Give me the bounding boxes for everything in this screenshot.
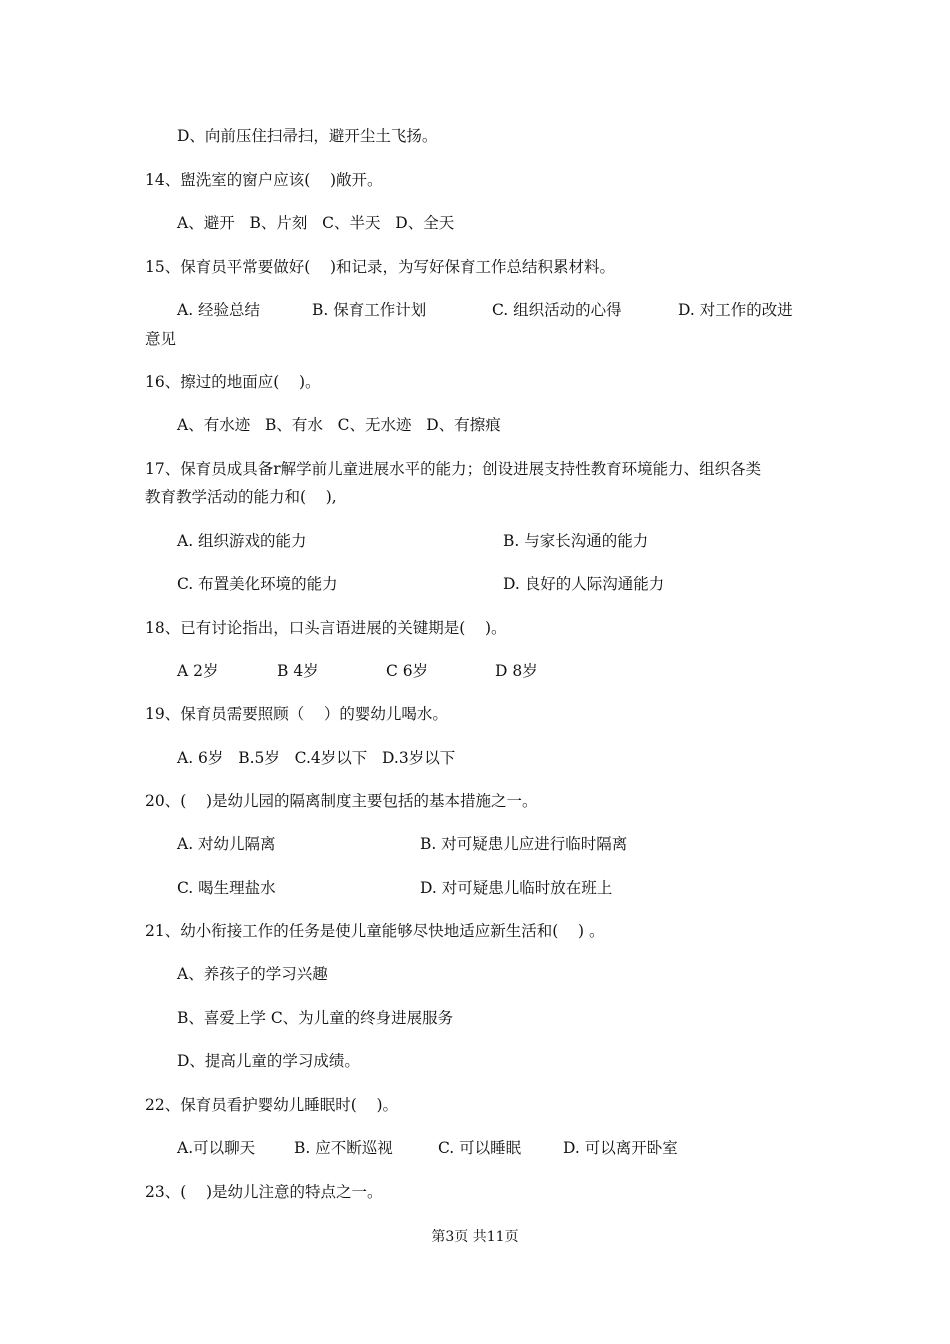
q22-option-b: B. 应不断巡视: [294, 1139, 393, 1157]
q15-option-b: B. 保育工作计划: [312, 301, 427, 319]
q18-option-c: C 6岁: [386, 662, 429, 680]
q21-option-bc: B、喜爱上学 C、为儿童的终身进展服务: [177, 1009, 454, 1027]
q15-option-d: D. 对工作的改进: [678, 301, 793, 319]
q22-option-d: D. 可以离开卧室: [563, 1139, 678, 1157]
q20-option-c: C. 喝生理盐水: [177, 879, 276, 897]
q19-stem: 19、保育员需要照顾（ ）的婴幼儿喝水。: [145, 705, 448, 723]
q14-stem: 14、盥洗室的窗户应该( )敞开。: [145, 171, 383, 189]
q17-option-c: C. 布置美化环境的能力: [177, 575, 338, 593]
q17-stem-cont: 教育教学活动的能力和( ),: [145, 488, 337, 506]
q15-option-a: A. 经验总结: [177, 301, 261, 319]
q13-option-d: D、向前压住扫帚扫，避开尘土飞扬。: [177, 127, 438, 145]
page-footer: 第3页 共11页: [431, 1229, 519, 1245]
q15-option-d-cont: 意见: [145, 330, 177, 348]
q21-option-d: D、提高儿童的学习成绩。: [177, 1052, 360, 1070]
q22-option-a: A.可以聊天: [177, 1139, 256, 1157]
q16-stem: 16、擦过的地面应( )。: [145, 373, 321, 391]
q21-option-a: A、养孩子的学习兴趣: [177, 965, 328, 983]
q17-option-b: B. 与家长沟通的能力: [503, 532, 649, 550]
q19-options: A. 6岁 B.5岁 C.4岁以下 D.3岁以下: [177, 749, 456, 767]
q15-option-c: C. 组织活动的心得: [492, 301, 622, 319]
q18-option-b: B 4岁: [277, 662, 319, 680]
q17-stem: 17、保育员成具备r解学前儿童进展水平的能力；创设进展支持性教育环境能力、组织各类: [145, 460, 762, 478]
q20-option-a: A. 对幼儿隔离: [177, 835, 276, 853]
q15-stem: 15、保育员平常要做好( )和记录，为写好保育工作总结积累材料。: [145, 258, 616, 276]
q20-option-b: B. 对可疑患儿应进行临时隔离: [420, 835, 628, 853]
q23-stem: 23、( )是幼儿注意的特点之一。: [145, 1183, 383, 1201]
q18-option-d: D 8岁: [495, 662, 538, 680]
q18-option-a: A 2岁: [177, 662, 219, 680]
q20-option-d: D. 对可疑患儿临时放在班上: [420, 879, 613, 897]
q18-stem: 18、已有讨论指出，口头言语进展的关键期是( )。: [145, 619, 507, 637]
q21-stem: 21、幼小衔接工作的任务是使儿童能够尽快地适应新生活和( ) 。: [145, 922, 605, 940]
q14-options: A、避开 B、片刻 C、半天 D、全天: [177, 214, 455, 232]
q20-stem: 20、( )是幼儿园的隔离制度主要包括的基本措施之一。: [145, 792, 538, 810]
q17-option-d: D. 良好的人际沟通能力: [503, 575, 665, 593]
q16-options: A、有水迹 B、有水 C、无水迹 D、有擦痕: [177, 416, 501, 434]
q17-option-a: A. 组织游戏的能力: [177, 532, 307, 550]
q22-stem: 22、保育员看护婴幼儿睡眠时( )。: [145, 1096, 399, 1114]
q22-option-c: C. 可以睡眠: [438, 1139, 522, 1157]
